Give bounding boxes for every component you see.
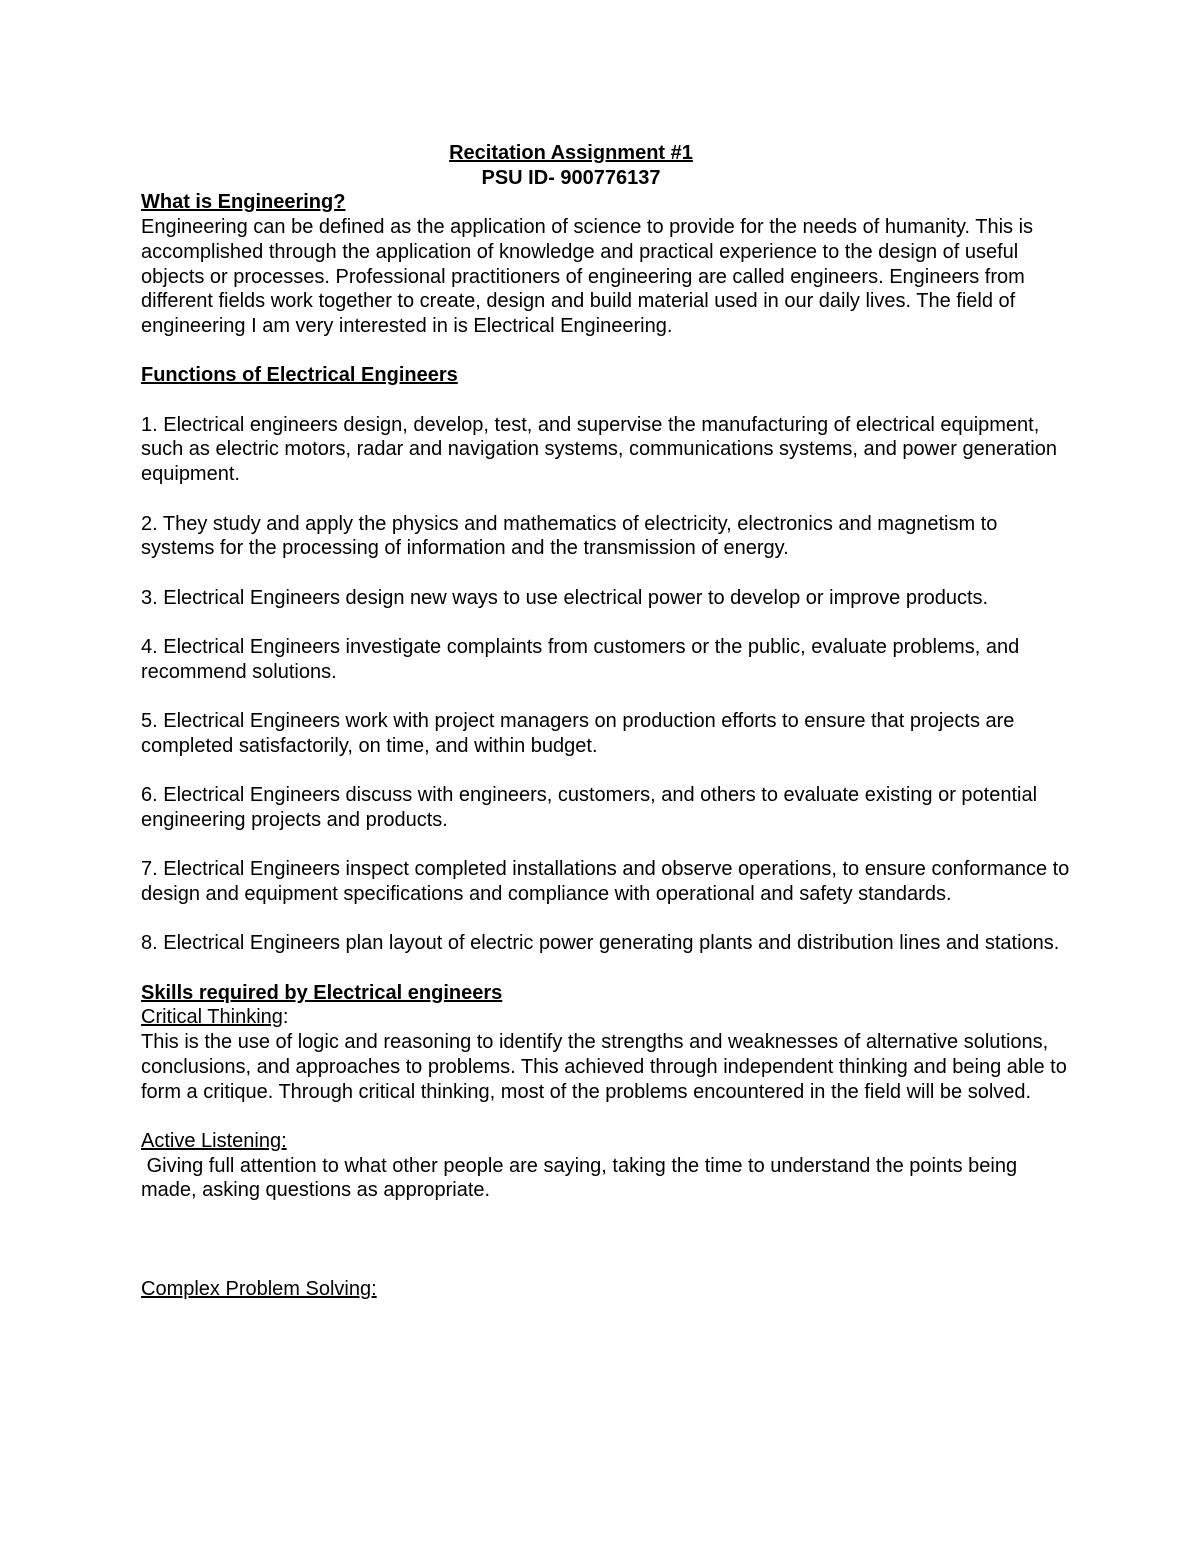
spacer	[141, 339, 1071, 364]
spacer	[141, 758, 1071, 783]
critical-thinking-label-line	[141, 1005, 1071, 1030]
heading-functions: Functions of Electrical Engineers	[141, 364, 458, 387]
document-content	[141, 141, 1071, 1302]
function-item-2: 2. They study and apply the physics and mathematics of electricity, electronics and magnetism to systems for the processing of information and the transmission of energy.	[141, 512, 998, 560]
spacer	[141, 833, 1071, 858]
spacer	[141, 561, 1071, 586]
engineering-paragraph: Engineering can be defined as the application of science to provide for the needs of humanity. This is accomplished through the application of knowledge and practical experience to the design of useful objects or processes. Professional practitioners of engineering are called engineers. Engineers from different fields work together to create, design and build material used in our daily lives. The field of engineering I am very interested in is Electrical Engineering.	[141, 216, 1034, 337]
document-title: Recitation Assignment #1	[449, 142, 693, 164]
spacer	[141, 684, 1071, 709]
spacer	[141, 1203, 1071, 1277]
critical-thinking-paragraph: This is the use of logic and reasoning to identify the strengths and weaknesses of alternative solutions, conclusions, and approaches to problems. This achieved through independent thinking and being able to form a critique. Through critical thinking, most of the problems encountered in the field will be solved.	[141, 1031, 1067, 1103]
spacer	[141, 610, 1071, 635]
heading-skills: Skills required by Electrical engineers	[141, 981, 503, 1004]
spacer	[141, 907, 1071, 932]
heading-what-is-engineering: What is Engineering?	[141, 191, 346, 214]
function-item-6: 6. Electrical Engineers discuss with engineers, customers, and others to evaluate existing or potential engineering projects and products.	[141, 784, 1038, 831]
active-listening-paragraph: Giving full attention to what other people are saying, taking the time to understand the points being made, asking questions as appropriate.	[141, 1154, 1023, 1202]
spacer	[141, 388, 1071, 413]
spacer	[141, 956, 1071, 981]
complex-problem-solving-label: Complex Problem Solving:	[141, 1278, 377, 1301]
function-item-3: 3. Electrical Engineers design new ways to use electrical power to develop or improve products.	[141, 586, 989, 609]
function-item-4: 4. Electrical Engineers investigate complaints from customers or the public, evaluate problems, and recommend solutions.	[141, 635, 1020, 683]
critical-thinking-label: Critical Thinking	[141, 1006, 283, 1029]
critical-thinking-colon: :	[282, 1006, 289, 1029]
psu-id-line: PSU ID- 900776137	[481, 166, 661, 189]
function-item-5: 5. Electrical Engineers work with project managers on production efforts to ensure that projects are completed satisfactorily, on time, and within budget.	[141, 710, 1015, 757]
spacer	[141, 487, 1071, 512]
function-item-8: 8. Electrical Engineers plan layout of electric power generating plants and distribution lines and stations.	[141, 932, 1060, 955]
active-listening-label: Active Listening:	[141, 1129, 287, 1152]
function-item-1: 1. Electrical engineers design, develop, test, and supervise the manufacturing of electrical equipment, such as electric motors, radar and navigation systems, communications systems, and power generation equipment.	[141, 413, 1057, 486]
spacer	[141, 1104, 1071, 1129]
function-item-7: 7. Electrical Engineers inspect completed installations and observe operations, to ensure conformance to design and equipment specifications and compliance with operational and safety standards.	[141, 858, 1070, 905]
